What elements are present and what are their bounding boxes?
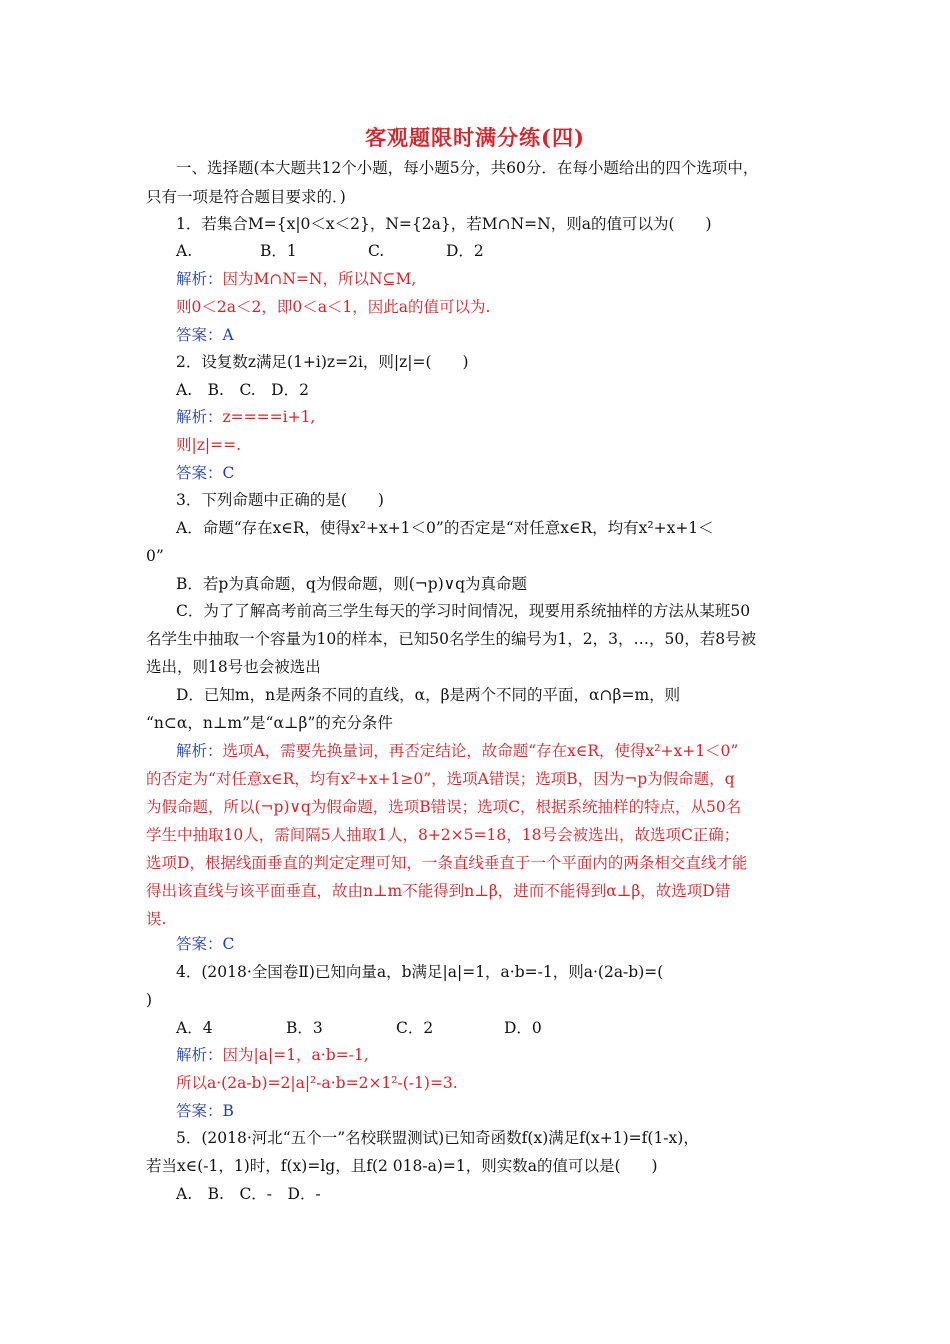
q3-option-d-line2: “n⊂α，n⊥m”是“α⊥β”的充分条件 [146,714,393,732]
q4-stem-line1: 4．(2018·全国卷Ⅱ)已知向量a，b满足|a|=1，a·b=-1，则a·(2a-b)=( [176,963,664,981]
q4-option-c: C．2 [396,1019,434,1037]
q3-option-b: B．若p为真命题，q为假命题，则(¬p)∨q为真命题 [176,575,528,593]
q5-stem-line2: 若当x∈(-1，1)时，f(x)=lg，且f(2 018-a)=1，则实数a的值可以是( ) [146,1157,658,1175]
q3-option-d-line1: D．已知m，n是两条不同的直线，α，β是两个不同的平面，α∩β=m，则 [176,686,681,704]
q3-analysis-line3: 为假命题，所以(¬p)∨q为假命题，选项B错误；选项C，根据系统抽样的特点，从50名 [146,798,742,816]
q3-option-c-line2: 名学生中抽取一个容量为10的样本，已知50名学生的编号为1，2，3，…，50，若8号被 [146,630,757,648]
q1-analysis-line1 [176,269,816,289]
q1-analysis-line2: 则0＜2a＜2，即0＜a＜1，因此a的值可以为. [176,298,491,316]
q1-option-a: A. [176,242,193,260]
q3-option-a-line2: 0” [146,547,164,565]
q4-option-d: D．0 [504,1019,542,1037]
q3-option-c-line1: C．为了了解高考前高三学生每天的学习时间情况，现要用系统抽样的方法从某班50 [176,602,751,620]
section-intro-line1: 一、选择题(本大题共12个小题，每小题5分，共60分．在每小题给出的四个选项中， [176,159,759,177]
q2-stem: 2．设复数z满足(1+i)z=2i，则|z|=( ) [176,353,469,371]
q1-answer: 答案：A [176,326,234,344]
q4-option-b: B．3 [286,1019,323,1037]
q3-analysis-line1 [176,741,816,761]
section-intro-line2: 只有一项是符合题目要求的．) [146,188,346,206]
q3-analysis-text1: 选项A，需要先换量词，再否定结论，故命题“存在x∈R，使得x²+x+1＜0” [222,742,739,760]
q2-options: A. B. C. D．2 [176,381,309,399]
q1-option-d: D．2 [446,242,484,260]
q4-analysis-text1: 因为|a|=1，a·b=-1, [222,1046,369,1064]
q4-option-a: A．4 [176,1019,213,1037]
q4-analysis-line1 [176,1045,816,1065]
q3-option-a-line1: A．命题“存在x∈R，使得x²+x+1＜0”的否定是“对任意x∈R，均有x²+x+1＜ [176,519,714,537]
q3-analysis-label: 解析： [176,742,223,760]
q1-option-b: B．1 [260,242,297,260]
q3-analysis-line4: 学生中抽取10人，需间隔5人抽取1人，8+2×5=18，18号会被选出，故选项C正确； [146,826,740,844]
q1-analysis-label: 解析： [176,270,223,288]
q1-analysis-text1: 因为M∩N=N，所以N⊆M, [222,270,417,288]
q4-analysis-line2: 所以a·(2a-b)=2|a|²-a·b=2×1²-(-1)=3. [176,1074,458,1092]
q3-analysis-line2: 的否定为“对任意x∈R，均有x²+x+1≥0”，选项A错误；选项B，因为¬p为假命题，q [146,770,735,788]
q4-analysis-label: 解析： [176,1046,223,1064]
q4-options [176,1018,816,1038]
q3-option-c-line3: 选出，则18号也会被选出 [146,658,321,676]
q3-analysis-line5: 选项D，根据线面垂直的判定定理可知，一条直线垂直于一个平面内的两条相交直线才能 [146,854,748,872]
q1-options [176,241,816,261]
q4-answer: 答案：B [176,1102,234,1120]
q1-option-c: C. [368,242,385,260]
q3-answer: 答案：C [176,935,235,953]
q2-analysis-label: 解析： [176,408,223,426]
q3-analysis-line6: 得出该直线与该平面垂直，故由n⊥m不能得到n⊥β，进而不能得到α⊥β，故选项D错 [146,882,731,900]
page-title: 客观题限时满分练(四) [365,125,585,150]
q1-stem: 1．若集合M={x|0＜x＜2}，N={2a}，若M∩N=N，则a的值可以为( ) [176,215,712,233]
q2-answer: 答案：C [176,464,235,482]
q3-stem: 3．下列命题中正确的是( ) [176,491,384,509]
q2-analysis-line1 [176,407,816,427]
q5-stem-line1: 5．(2018·河北“五个一”名校联盟测试)已知奇函数f(x)满足f(x+1)=f(1-x)， [176,1129,699,1147]
q2-analysis-text1: z====i+1, [222,408,316,426]
q5-options: A. B. C．- D．- [176,1185,321,1203]
q2-analysis-line2: 则|z|==. [176,436,242,454]
q4-stem-line2: ) [146,991,153,1009]
q3-analysis-line7: 误. [146,910,167,928]
